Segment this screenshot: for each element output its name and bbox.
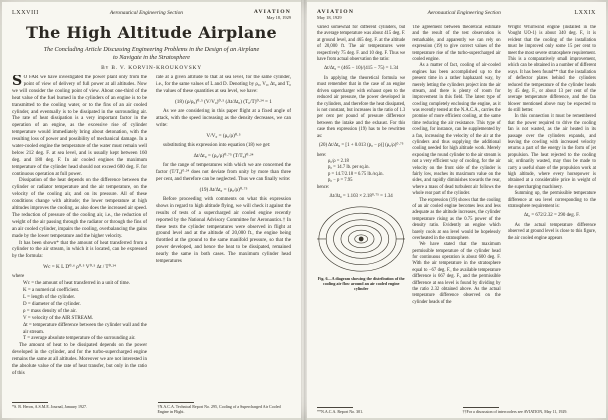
left-column-1: [12, 75, 147, 397]
left-folio: LXXVIII: [12, 10, 39, 16]
paragraph: As a matter of fact, cooling of air-cooled engines has been accomplished up to the present time in a rather haphazard way, by merely letting the cylinders project into the air stream, and there is plenty of room for improvement in this field. The latest type of cowling completely enclosing the engine, as it was recently tested at the N.A.C.A., carries the promise of more efficient cooling, at the same time reducing the air resistance. This type of cowling, for instance, can be supplemented by a fan, increasing the velocity of the air at the cylinders and thus supplying the additional cooling needed for high altitude work. Merely exposing the round cylinder to the air stream is not a very efficient way of cooling, for the air velocity on the front side of the cylinder is fairly low, reaches its maximum value on the sides, and rapidly diminishes towards the rear, where a mass of dead turbulent air follows the whole rear part of the cylinder.: [412, 63, 501, 197]
right-page-header: [317, 9, 596, 20]
definition-line: p₀ − p = 7.95: [328, 178, 353, 184]
definition-line: V = velocity of the AIR STREAM.: [23, 315, 94, 321]
page-left: [2, 2, 301, 418]
definition-line: p₀ = 14.7 lb. per sq.in.: [328, 165, 370, 171]
paragraph: In this connection it must be remembered that the power required to drive the cooling fan is not wasted, as the air heated in its passage over the cylinders expands, and leaving the cowling with increased velocity returns a part of the energy in the form of jet propulsion. The heat rejected to the cooling air, ordinarily wasted, may thus be made to carry a useful share of the propulsion work at high altitude, where every horsepower is obtained at a considerable price in weight of the supercharging machinery.: [507, 114, 596, 190]
paragraph: The amount of heat to be dissipated depends on the power developed in the cylinder, and for the turbo-supercharged engine remains the same at all altitudes. Moreover we are not interested in the absolute value of the rate of heat transfer, but only in the ratio of this: [12, 343, 147, 376]
paragraph: varied somewhat for different cylinders, but the average temperature was about 415 deg. F. at ground level, and 465 deg. F. at the altitude of 20,000 ft. The air temperatures were respectively 75 deg. F. and 10 deg. F. Thus we have from actual observation the ratio:: [317, 25, 406, 62]
definition-line: D = diameter of the cylinder.: [23, 301, 81, 307]
definition-line: Δt = temperature difference between the cylinder wall and the air stream.: [23, 322, 147, 335]
issue-date-left: May 18, 1929: [266, 15, 291, 21]
definition-line: ρ₀/ρ = 2.18: [328, 159, 349, 165]
footnote: ††For a discussion of intercoolers see AVIATION, May 11, 1929.: [463, 407, 597, 414]
paragraph: As we are considering in this paper flight at a fixed angle of attack, with the speed increasing as the density decreases, we can write:: [156, 109, 291, 128]
definition-line: ρ = mass density of the air.: [23, 308, 77, 314]
right-folio: LXXIX: [574, 10, 596, 16]
article-subtitle: The Concluding Article Discussing Engineering Problems in the Design of an Airplane to Navigate in the Stratosphere: [43, 46, 260, 62]
right-column-1-text: [317, 25, 405, 201]
section-name-left: Aeronautical Engineering Section: [109, 10, 183, 16]
paragraph: The agreement between theoretical estimate and the result of the test observation is remarkable, and apparently we can rely on expression (19) to give correct values of the temperature rise of the turbo-supercharged air cooled engine.: [412, 25, 501, 62]
footnote: †N.A.C.A. Technical Report No. 295, Cooling of a Supercharged Air Cooled Engine in Flight.: [158, 402, 292, 414]
formula: Δt₀ = 672/2.32 = 290 deg. F.: [523, 213, 580, 219]
paragraph: substituting this expression into equation (18) we get:: [163, 142, 271, 148]
paragraph: Wright Whirlwind engine (installed in the Vought UO-1) is about 340 deg. F., it is evident that the cooling of the installation must be improved only some 15 per cent to meet the most severe stratosphere requirement. This is a comparatively small improvement, which can be obtained in a number of different ways. It has been found** that the installation of deflector plates behind the cylinders reduced the temperature of the cylinder heads by 45 deg. F., or about 13 per cent of the average temperature difference, and the fan blower mentioned above may be expected to do still better.: [507, 25, 596, 114]
figure-caption: Fig. 6—A diagram showing the distribution of the cooling air flow around an air cooled engine cylinder: [317, 275, 405, 292]
left-footnotes: [12, 402, 291, 414]
definition-line: K = a numerical coefficient.: [23, 288, 80, 294]
paragraph: It has been shown* that the amount of heat transferred from a cylinder to the air stream, in which it is located, can be expressed by the formula:: [12, 240, 147, 260]
right-column-2: [412, 25, 500, 399]
paragraph: where: [12, 274, 25, 280]
formula: (19) Δt/Δt₀ = (ρ₀/ρ)⁰·⁷⁵: [199, 186, 248, 193]
formula: Δt/Δt₀ = (ρ₀/ρ)⁰·⁷⁵ (T/T₀)⁰·²⁴: [193, 152, 254, 159]
right-column-3: [508, 25, 596, 399]
definition-line: T = average absolute temperature of the surrounding air.: [23, 336, 136, 342]
paragraph: As the actual temperature difference observed at ground level is close to this figure, the air cooled engine appears: [507, 223, 596, 241]
footnote: **N.A.C.A. Report No. 301.: [317, 407, 451, 414]
formula: Wc = K L D⁰·⁶ ρ⁰·⁵ V⁰·⁵ Δt / T⁰·²⁴: [43, 264, 116, 271]
journal-name-right: AVIATION: [317, 9, 355, 15]
left-text-columns: [12, 75, 291, 397]
formula: (18) (ρ/ρ₀)⁰·⁵ (V/V₀)⁰·⁵ (Δt/Δt₀) (T₀/T)⁰·²⁴ = 1: [175, 98, 272, 105]
journal-block-right: [317, 9, 354, 20]
journal-block-left: [254, 9, 291, 20]
drop-cap: S: [12, 75, 23, 90]
paragraph: We have stated that the maximum permissible temperature of the cylinder head for continuous operation is about 600 deg. F. With the air temperature in the stratosphere equal to −67 deg. F., the available temperature difference is 667 deg. F., and the permissible difference at sea level is found by dividing by the ratio 2.32 obtained above. As the actual temperature difference observed on the cylinder heads of the: [412, 242, 501, 305]
paragraph: Summing up, the permissible temperature difference at sea level corresponding to the stratosphere requirement is:: [507, 191, 596, 209]
footnote: *S. B. Heron, A.S.M.E. Journal, January 1927.: [12, 402, 146, 414]
paragraph: The expression (19) shows that the cooling of an air cooled engine becomes less and less adequate as the altitude increases, the cylinder temperature rising as the 0.75 power of the density ratio. Evidently an engine which barely cools at sea level would be hopelessly overheated in the stratosphere.: [412, 197, 501, 241]
paragraph: for the range of temperatures with which we are concerned the factor (T/T₀)⁰·²⁴ does not deviate from unity by more than three per cent, and therefore can be neglected. Thus we can finally write:: [156, 163, 291, 182]
paragraph: Before proceeding with comments on what this expression shows in regard to high altitude flying, we will check it against the results of tests of a supercharged air cooled engine recently reported by the National Advisory Committee for Aeronautics.† In these tests the cylinder temperatures were observed in flight at ground level and at the altitude of 20,000 ft., the engine being throttled at the ground to the same manifold pressure, so that the power developed, and hence the heat to be dissipated, remained nearly the same in both cases. The maximum cylinder head temperatures: [156, 196, 291, 264]
page-right: [307, 2, 606, 418]
article-byline: By B. V. KORVIN-KROUKOVSKY: [101, 65, 202, 72]
formula: Δt/Δt₀ = (465 − 10)/(415 − 75) = 1.34: [324, 66, 399, 72]
formula: Δt/Δt₀ = 1.103 × 2.18⁰·⁷⁵ = 1.34: [329, 194, 393, 199]
right-text-columns: [317, 25, 596, 399]
formula: (20) Δt/Δt₀ = [1 + 0.013 (p₀ − p)] (ρ₀/ρ)⁰·⁷⁵: [318, 142, 404, 148]
paragraph: here:: [317, 152, 327, 158]
definition-line: p = 14.7/2.18 = 6.75 lb./sq.in.: [328, 171, 384, 177]
streamlines-diagram-icon: [317, 204, 405, 274]
paragraph: Dissipation of the heat depends on the difference between the cylinder or radiator temperature and the air temperature, on the velocity of the cooling air, and on its pressure. All of these conditions change with altitude; the lower temperature at high altitudes improves the cooling, as also does the increased air speed. The reduction of pressure of the cooling air, i.e., the reduction of weight of the air passing through the radiator or through the fins of an air cooled cylinder, impairs the cooling, overbalancing the gains made by the lower temperature and the higher velocity.: [12, 178, 147, 239]
section-name-right: Aeronautical Engineering Section: [427, 10, 501, 16]
journal-name-left: AVIATION: [253, 9, 291, 15]
right-footnotes: [317, 407, 596, 414]
cylinder-core: [359, 236, 364, 241]
definition-line: L = length of the cylinder.: [23, 295, 76, 301]
left-page-header: [12, 9, 291, 20]
right-column-1: [317, 25, 405, 399]
paragraph: hence:: [317, 184, 330, 190]
definition-line: Wc = the amount of heat transferred in a unit of time.: [23, 281, 130, 287]
formula: V/V₀ = (ρ₀/ρ)⁰·⁵: [206, 132, 241, 139]
paragraph: rate at a given altitude to that at sea level, for the same cylinder, i.e., for the same values of L and D. Denoting by ρ₀, V₀, Δt₀ and T₀ the values of these quantities at sea level, we have:: [156, 75, 291, 94]
figure-6: [317, 204, 405, 292]
paragraph: In applying the theoretical formula we must remember that in the case of an engine driven supercharger with exhaust open to the reduced air pressure, the power developed in the cylinders, and therefore the heat dissipated, is not constant, but increases in the ratio of 1.3 per cent per pound of pressure difference between the intake and the exhaust. For this case then expression (19) has to be rewritten as:: [317, 76, 406, 139]
paragraph: S O FAR we have investigated the power plant only from the point of view of delivery of full power at all altitudes. Now we will consider the cooling point of view. About one-third of the heat value of the fuel burned in the cylinders of an engine is to be transmitted to the cooling water, or to the fins of an air cooled cylinder, and eventually is to be dissipated in the surrounding air. The rate of heat dissipation is a very important factor in the operation of an engine, as the excessive rise of cylinder temperature would immediately bring about detonation, with the resulting loss of power and possibility of mechanical damage. In a water-cooled engine the temperature of the water must remain well below 212 deg. F. at sea level, and is usually kept between 160 deg. and 180 deg. F. In air cooled engines the maximum temperature of the cylinder head should not exceed 600 deg. F. for continuous operation at full power.: [12, 75, 147, 177]
left-column-2: [156, 75, 291, 397]
issue-date-right: May 18, 1929: [317, 15, 342, 21]
article-title: The High Altitude Airplane: [26, 23, 277, 42]
